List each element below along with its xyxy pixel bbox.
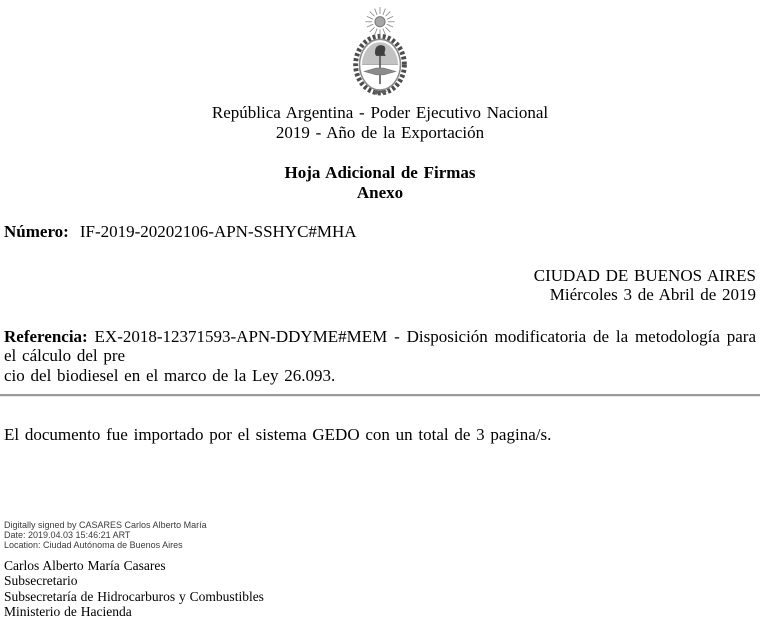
sun-disc <box>375 17 385 27</box>
date-line: Miércoles 3 de Abril de 2019 <box>549 285 756 304</box>
digital-signature-signed-by: Digitally signed by CASARES Carlos Alberto María <box>4 519 207 530</box>
city-line: CIUDAD DE BUENOS AIRES <box>533 265 756 285</box>
reference-text: EX-2018-12371593-APN-DDYME#MEM - Disposición modificatoria de la metodología para el cálculo del pre <box>4 326 757 365</box>
reference-continuation: cio del biodiesel en el marco de la Ley 26.093. <box>4 365 336 385</box>
document-subtitle: Anexo <box>356 182 404 202</box>
separator-rule <box>0 394 760 397</box>
document-number-row <box>4 222 756 242</box>
signer-title: Subsecretario <box>4 573 78 588</box>
signer-office: Subsecretaría de Hidrocarburos y Combustibles <box>4 588 264 604</box>
signer-ministry: Ministerio de Hacienda <box>4 604 132 619</box>
argentina-coat-of-arms-icon <box>4 0 756 96</box>
digital-signature-location: Location: Ciudad Autónoma de Buenos Aires <box>4 539 183 550</box>
republic-line: República Argentina - Poder Ejecutivo Nacional <box>211 103 549 122</box>
signer-block <box>4 558 756 620</box>
gedo-import-notice: El documento fue importado por el sistema GEDO con un total de 3 pagina/s. <box>4 425 552 444</box>
reference-label: Referencia: <box>4 326 88 346</box>
number-label: Número: <box>4 222 69 241</box>
number-value: IF-2019-20202106-APN-SSHYC#MHA <box>79 222 357 241</box>
year-motto-line: 2019 - Año de la Exportación <box>275 122 485 142</box>
reference-paragraph <box>4 327 756 366</box>
coat-of-arms-svg <box>341 5 419 96</box>
digital-signature-date: Date: 2019.04.03 15:46:21 ART <box>4 529 131 540</box>
document-title: Hoja Adicional de Firmas <box>284 163 476 182</box>
signer-name: Carlos Alberto María Casares <box>4 557 166 573</box>
digital-signature-block <box>4 520 756 550</box>
